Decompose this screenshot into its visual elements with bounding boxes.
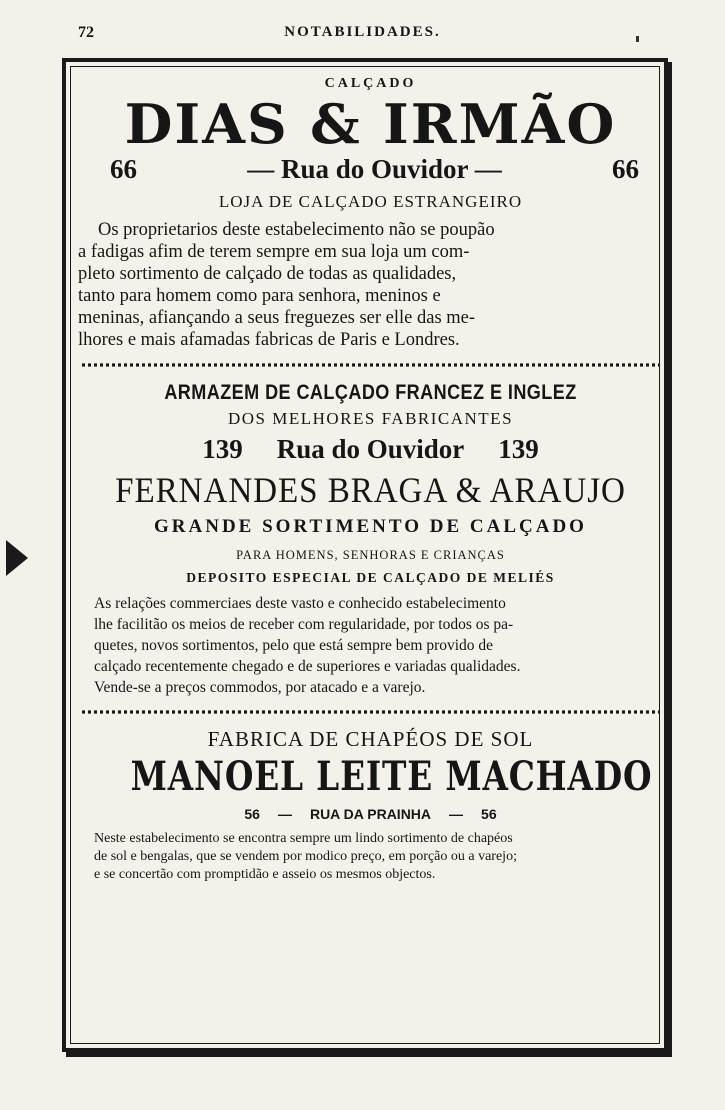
- section-label: CALÇADO: [324, 76, 417, 91]
- body-line: meninas, afiançando a seus freguezes ser elle das me-: [78, 308, 476, 328]
- audience: PARA HOMENS, SENHORAS E CRIANÇAS: [236, 548, 505, 562]
- body-line: tanto para homem como para senhora, meninos e: [78, 286, 441, 306]
- business-name: DIAS & IRMÃO: [124, 92, 617, 156]
- ornamental-divider: [82, 708, 659, 716]
- advertisement-content: [78, 66, 663, 884]
- ink-speck: [636, 36, 639, 42]
- body-line: Os proprietarios deste estabelecimento não se poupão: [98, 220, 495, 240]
- address: [78, 152, 663, 186]
- address-dash-left: —: [277, 806, 292, 822]
- address-number-left: 139: [202, 434, 243, 464]
- ornamental-divider: [82, 361, 659, 369]
- address-dash-right: —: [449, 806, 464, 822]
- page-edge-mark: [6, 540, 28, 576]
- address-number-right: 56: [481, 806, 497, 822]
- business-name: FERNANDES BRAGA & ARAUJO: [115, 470, 626, 510]
- body-line: Vende-se a preços commodos, por atacado e a varejo.: [94, 679, 426, 696]
- address: [78, 431, 663, 467]
- body-line: lhores e mais afamadas fabricas de Paris e Londres.: [78, 330, 460, 350]
- body-line: a fadigas afim de terem sempre em sua loja um com-: [78, 242, 470, 262]
- ad-headline: FABRICA DE CHAPÉOS DE SOL: [207, 727, 534, 751]
- running-head: [0, 0, 725, 50]
- deposit-notice: DEPOSITO ESPECIAL DE CALÇADO DE MELIÉS: [186, 570, 555, 585]
- body-line: Neste estabelecimento se encontra sempre um lindo sortimento de chapéos: [94, 831, 513, 846]
- address-number-left: 56: [244, 806, 260, 822]
- running-title: NOTABILIDADES.: [284, 24, 441, 40]
- body-line: quetes, novos sortimentos, pelo que está sempre bem provido de: [94, 637, 494, 654]
- ad-body: [78, 593, 663, 698]
- ad-manoel-leite-machado: [78, 726, 663, 884]
- address-street: Rua do Ouvidor: [276, 434, 465, 464]
- body-line: calçado recentemente chegado e de superiores e variadas qualidades.: [94, 658, 521, 675]
- ad-body: [78, 830, 663, 884]
- frame-shadow-right: [668, 62, 672, 1056]
- frame-shadow-bottom: [66, 1052, 672, 1057]
- address-number-right: 66: [612, 154, 639, 184]
- body-line: pleto sortimento de calçado de todas as qualidades,: [78, 264, 457, 284]
- ad-dias-irmao: [78, 76, 663, 351]
- address-number-left: 66: [110, 154, 137, 184]
- address-street: RUA DA PRAINHA: [309, 806, 432, 822]
- address: [78, 802, 663, 826]
- body-line: lhe facilitão os meios de receber com regularidade, por todos os pa-: [94, 616, 514, 633]
- address-number-right: 139: [498, 434, 539, 464]
- ad-subheadline: DOS MELHORES FABRICANTES: [227, 409, 514, 428]
- body-line: e se concertão com promptidão e asseio os mesmos objectos.: [94, 867, 436, 882]
- ad-body: [78, 219, 663, 351]
- tagline: GRANDE SORTIMENTO DE CALÇADO: [154, 516, 587, 537]
- page-number: 72: [78, 24, 94, 41]
- ad-fernandes-braga: [78, 379, 663, 698]
- business-name: MANOEL LEITE MACHADO: [130, 753, 653, 800]
- body-line: de sol e bengalas, que se vendem por modico preço, em porção ou a varejo;: [94, 849, 517, 864]
- address-street: — Rua do Ouvidor —: [247, 154, 502, 184]
- body-line: As relações commerciaes deste vasto e conhecido estabelecimento: [94, 595, 506, 612]
- ad-headline: ARMAZEM DE CALÇADO FRANCEZ E INGLEZ: [164, 381, 577, 404]
- store-subtitle: LOJA DE CALÇADO ESTRANGEIRO: [218, 192, 523, 211]
